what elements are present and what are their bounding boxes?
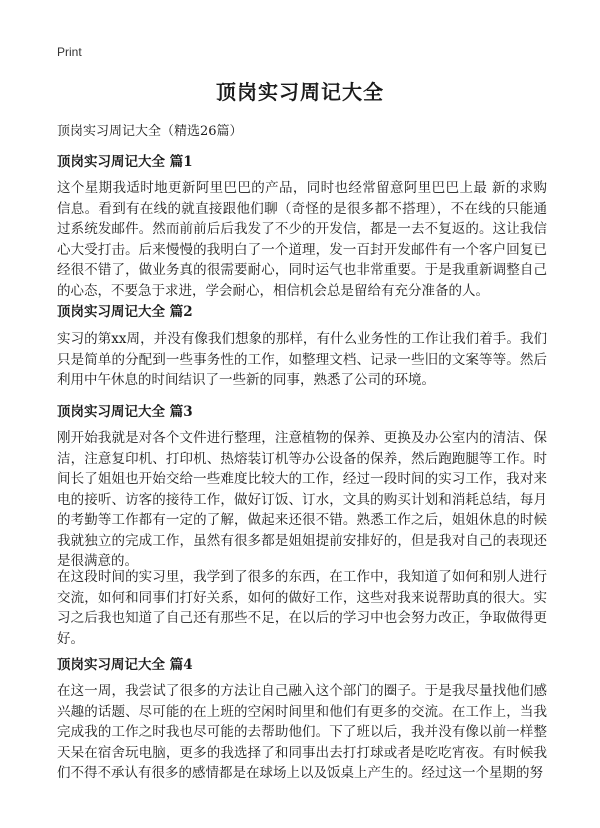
section-3-paragraph-1: 刚开始我就是对各个文件进行整理，注意植物的保养、更换及办公室内的清洁、保洁，注意复印机、打印机、热熔装订机等办公设备的保养，然后跑跑腿等工作。时间长了姐姐也开始交给一些难度比较大的工作，经过一段时间的实习工作，我对来电的接听、访客的接待工作，做好订饭、订水，文具的购买计划和消耗总结，每月的考勤等工作都有一定的了解，做起来还很不错。熟悉工作之后，姐姐休息的时候我就独立的完成工作，虽然有很多都是姐姐提前安排好的，但是我对自己的表现还是很满意的。 bbox=[57, 430, 547, 569]
section-4-paragraph-1: 在这一周，我尝试了很多的方法让自己融入这个部门的圈子。于是我尽量找他们感兴趣的话题、尽可能的在上班的空闲时间里和他们有更多的交流。在工作上，当我完成我的工作之时我也尽可能的去帮助他们。下了班以后，我并没有像以前一样整天呆在宿舍玩电脑，更多的我选择了和同事出去打打球或者是吃吃宵夜。有时候我们不得不承认有很多的感情都是在球场上以及饭桌上产生的。经过这一个星期的努 bbox=[57, 683, 547, 781]
print-link[interactable]: Print bbox=[57, 45, 82, 59]
section-heading-4: 顶岗实习周记大全 篇4 bbox=[57, 657, 193, 673]
document-subtitle: 顶岗实习周记大全（精选26篇） bbox=[57, 124, 243, 139]
document-title: 顶岗实习周记大全 bbox=[216, 80, 384, 104]
section-1-paragraph-1: 这个星期我适时地更新阿里巴巴的产品，同时也经常留意阿里巴巴上最 新的求购信息。看到有在线的就直接跟他们聊（奇怪的是很多都不搭理），不在线的只能通过系统发邮件。然而前前后后我发了不少的开发信，都是一去不复返的。这让我信心大受打击。后来慢慢的我明白了一个道理，发一百封开发邮件有一个客户回复已经很不错了，做业务真的很需要耐心，同时运气也非常重要。于是我重新调整自己的心态，不要急于求进，学会耐心，相信机会总是留给有充分准备的人。 bbox=[57, 180, 547, 299]
section-heading-3: 顶岗实习周记大全 篇3 bbox=[57, 404, 193, 420]
section-3-paragraph-2: 在这段时间的实习里，我学到了很多的东西，在工作中，我知道了如何和别人进行交流，如何和同事们打好关系，如何的做好工作，这些对我来说帮助真的很大。实习之后我也知道了自己还有那些不足，在以后的学习中也会努力改正，争取做得更好。 bbox=[57, 569, 547, 647]
section-2-paragraph-1: 实习的第xx周，并没有像我们想象的那样，有什么业务性的工作让我们着手。我们只是简单的分配到一些事务性的工作，如整理文档、记录一些旧的文案等等。然后利用中午休息的时间结识了一些新的同事，熟悉了公司的环境。 bbox=[57, 331, 547, 388]
section-heading-2: 顶岗实习周记大全 篇2 bbox=[57, 304, 193, 320]
section-heading-1: 顶岗实习周记大全 篇1 bbox=[57, 154, 193, 170]
